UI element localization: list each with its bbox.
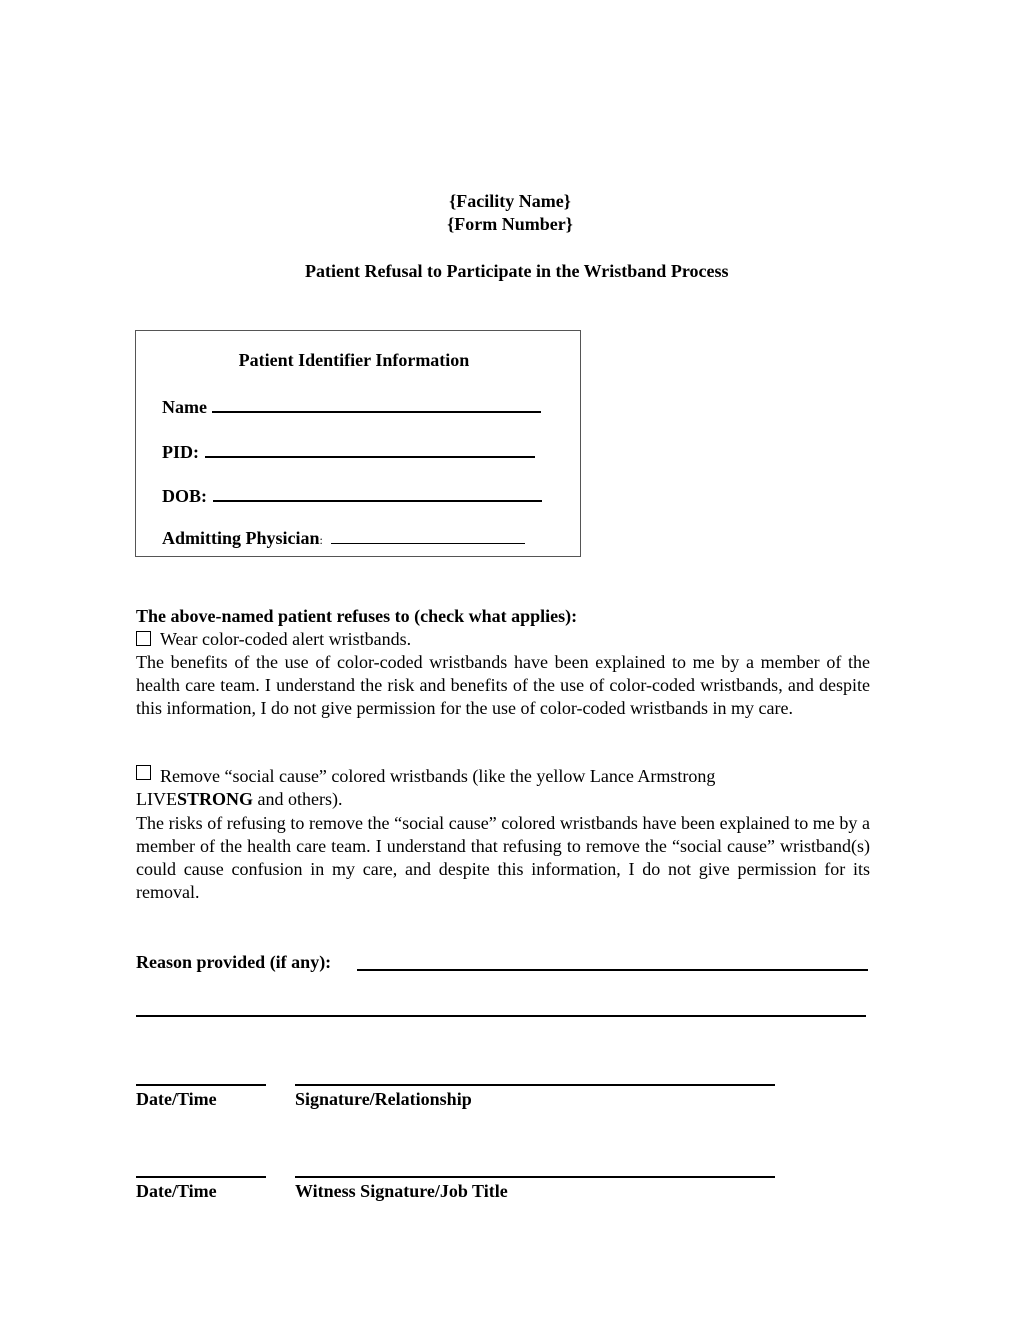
physician-input-line[interactable] [331,528,525,544]
pid-input-line[interactable] [205,439,535,458]
option-remove-wristbands[interactable] [136,765,870,811]
reason-continuation-line[interactable] [136,1015,866,1017]
wear-wristbands-checkbox[interactable] [136,631,151,646]
admitting-physician-field[interactable] [162,527,525,552]
facility-name: {Facility Name} [449,191,571,211]
livestrong-live: LIVE [136,789,177,809]
reason-input-line[interactable] [357,969,868,971]
date-time-label-2: Date/Time [136,1181,217,1201]
remove-wristbands-label: Remove “social cause” colored wristbands (like the yellow Lance Armstrong [160,766,716,786]
dob-input-line[interactable] [213,483,542,502]
wear-wristbands-label: Wear color-coded alert wristbands. [160,629,412,649]
signature-line-2[interactable] [295,1176,775,1178]
livestrong-strong: STRONG [176,789,254,809]
physician-label: Admitting Physician [162,528,320,548]
remove-wristbands-checkbox[interactable] [136,765,151,780]
physician-colon: : [319,533,323,547]
option-wear-wristbands[interactable] [136,628,411,651]
signature-line-1[interactable] [295,1084,775,1086]
name-input-line[interactable] [212,394,541,413]
reason-label: Reason provided (if any): [136,952,332,972]
dob-field[interactable] [162,483,542,508]
witness-signature-label: Witness Signature/Job Title [295,1181,508,1201]
name-field[interactable] [162,394,541,419]
date-time-label-1: Date/Time [136,1089,217,1109]
patient-identifier-box [135,330,581,557]
remove-wristbands-explanation: The risks of refusing to remove the “social cause” colored wristbands have been explained to me by a member of the health care team. I understand that refusing to remove the “social cause” wristband(s) could cause confusion in my care, and despite this information, I do not give permission for its removal. [136,813,870,902]
form-number: {Form Number} [447,214,573,234]
name-label: Name [162,397,207,417]
date-time-line-1[interactable] [136,1084,266,1086]
remove-wristbands-label-end: and others). [253,789,343,809]
refusal-heading: The above-named patient refuses to (check what applies): [136,606,578,626]
wear-wristbands-explanation: The benefits of the use of color-coded wristbands have been explained to me by a member of the health care team. I understand the risk and benefits of the use of color-coded wristbands, and despite this information, I do not give permission for the use of color-coded wristbands in my care. [136,652,870,718]
dob-label: DOB: [162,486,207,506]
pid-label: PID: [162,442,199,462]
signature-relationship-label: Signature/Relationship [295,1089,472,1109]
identifier-box-title: Patient Identifier Information [238,350,470,370]
date-time-line-2[interactable] [136,1176,266,1178]
page-title: Patient Refusal to Participate in the Wristband Process [305,261,729,281]
pid-field[interactable] [162,439,535,464]
